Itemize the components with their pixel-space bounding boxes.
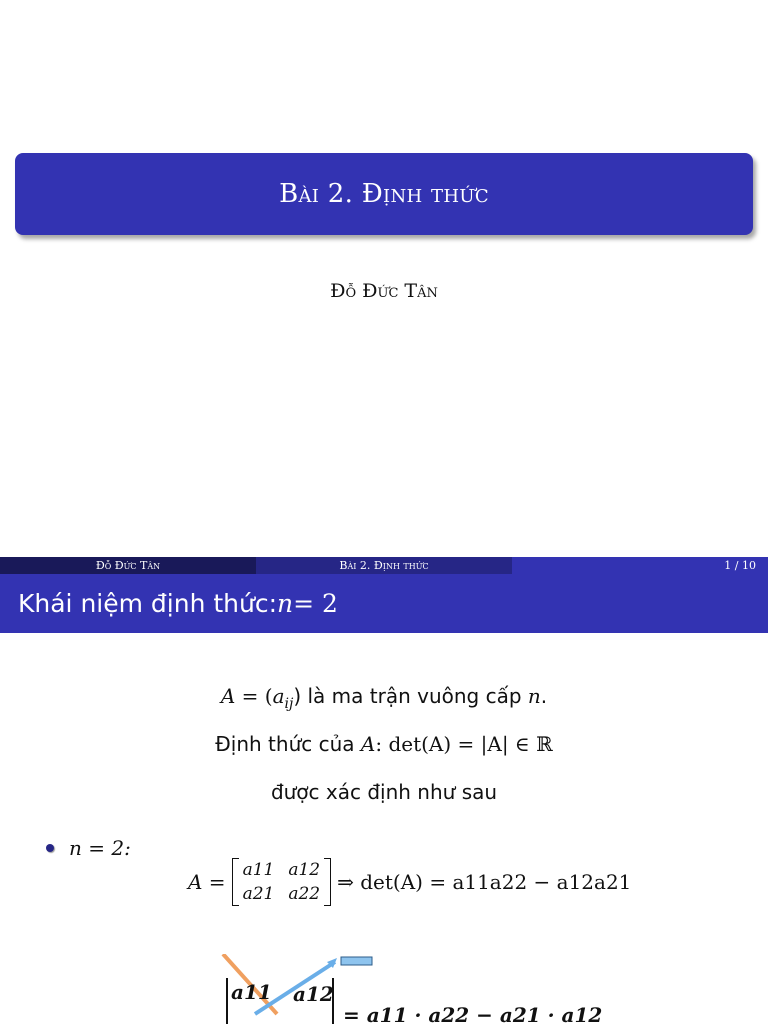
cross-multiplication-figure (215, 954, 615, 1024)
frame-title-var: n (277, 589, 294, 618)
author-name: Đỗ Đức Tân (330, 280, 438, 302)
bullet-label: n = 2: (69, 836, 131, 860)
left-bracket (232, 858, 239, 906)
matrix-entry: a12 (288, 860, 321, 880)
slide-footer (0, 557, 768, 574)
determinant-equation (188, 852, 631, 912)
frame-title (0, 574, 768, 633)
entry-a11: a11 (231, 980, 272, 1004)
footer-page-number: 1 / 10 (512, 557, 768, 574)
frame-title-eq: = 2 (293, 589, 338, 618)
matrix-entry: a21 (242, 884, 275, 904)
cross-formula: = a11 · a22 − a21 · a12 (343, 1003, 603, 1024)
right-bracket (324, 858, 331, 906)
blue-box (341, 957, 372, 965)
content-slide (0, 574, 768, 1024)
equation-rhs: ⇒ det(A) = a11a22 − a12a21 (337, 870, 632, 894)
bullet-item (46, 836, 131, 860)
matrix-entry: a22 (288, 884, 321, 904)
matrix-entry: a11 (242, 860, 275, 880)
slide-title: Bài 2. Định thức (279, 179, 489, 209)
entry-a12: a12 (293, 982, 334, 1006)
title-banner (15, 153, 753, 235)
footer-author: Đỗ Đức Tân (0, 557, 256, 574)
footer-title: Bài 2. Định thức (256, 557, 512, 574)
definition-line-2: Định thức của A: det(A) = |A| ∈ ℝ (215, 732, 553, 756)
frame-title-text: Khái niệm định thức: (18, 589, 278, 618)
matrix-a (232, 858, 332, 906)
bullet-icon (46, 844, 54, 852)
equation-lhs: A = (188, 870, 226, 894)
definition-line-3: được xác định như sau (270, 780, 498, 804)
definition-line-1: $A = (a_{ij})$ là ma trận vuông cấp n. (220, 684, 548, 712)
